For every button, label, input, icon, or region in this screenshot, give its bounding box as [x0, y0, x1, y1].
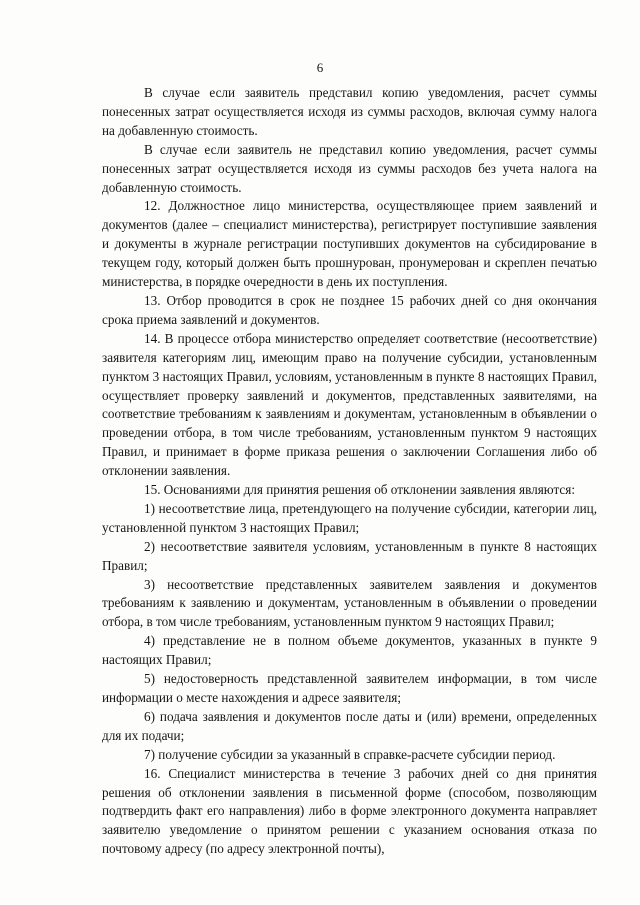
list-item-1: 1) несоответствие лица, претендующего на получение субсидии, категории лиц, установленной пунктом 3 настоящих Правил; — [102, 500, 597, 535]
list-item-3: 3) несоответствие представленных заявителем заявления и документов требованиям к заявлению и документам, установленным в объявлении о проведении отбора, в том числе требованиям, установленным пунктом 9 настоящих Правил; — [102, 576, 597, 630]
paragraph-vat-included: В случае если заявитель представил копию уведомления, расчет суммы понесенных затрат осуществляется исходя из суммы расходов, включая сумму налога на добавленную стоимость. — [102, 85, 597, 138]
list-item-6: 6) подача заявления и документов после даты и (или) времени, определенных для их подачи; — [102, 708, 597, 743]
page-number: 6 — [316, 60, 324, 75]
list-item-7: 7) получение субсидии за указанный в справке-расчете субсидии период. — [144, 746, 556, 762]
list-item-4: 4) представление не в полном объеме документов, указанных в пункте 9 настоящих Правил; — [102, 633, 597, 668]
paragraph-16-notification: 16. Специалист министерства в течение 3 рабочих дней со дня принятия решения об отклонении заявления в письменной форме (способом, позволяющим подтвердить факт его направления) либо в форме электронного документа направляет заявителю уведомление о принятом решении с указанием основания отказа по почтовому адресу (по адресу электронной почты), — [102, 765, 597, 857]
list-item-2: 2) несоответствие заявителя условиям, установленным в пункте 8 настоящих Правил; — [102, 538, 597, 573]
paragraph-14-selection-process: 14. В процессе отбора министерство определяет соответствие (несоответствие) заявителя категориям лиц, имеющим право на получение субсидии, установленным пунктом 3 настоящих Правил, условиям, установленным в пункте 8 настоящих Правил, осуществляет проверку заявлений и документов, представленных заявителями, на соответствие требованиям к заявлениям и документам, установленным в объявлении о проведении отбора, в том числе требованиям, установленным пунктом 9 настоящих Правил, и принимает в форме приказа решения о заключении Соглашения либо об отклонении заявления. — [102, 330, 597, 479]
list-item-5: 5) недостоверность представленной заявителем информации, в том числе информации о месте нахождения и адресе заявителя; — [102, 671, 597, 705]
paragraph-vat-excluded: В случае если заявитель не представил копию уведомления, расчет суммы понесенных затрат осуществляется исходя из суммы расходов без учета налога на добавленную стоимость. — [102, 141, 597, 195]
paragraph-13-selection-deadline: 13. Отбор проводится в срок не позднее 15 рабочих дней со дня окончания срока приема заявлений и документов. — [102, 292, 597, 327]
document-body — [102, 84, 597, 859]
paragraph-12-registration: 12. Должностное лицо министерства, осуществляющее прием заявлений и документов (далее – специалист министерства), регистрирует поступившие заявления и документы в журнале регистрации поступивших документов на субсидирование в текущем году, который должен быть прошнурован, пронумерован и скреплен печатью министерства, в порядке очередности в день их поступления. — [102, 198, 597, 290]
paragraph-15-rejection-grounds: 15. Основаниями для принятия решения об отклонении заявления являются: — [144, 482, 575, 498]
